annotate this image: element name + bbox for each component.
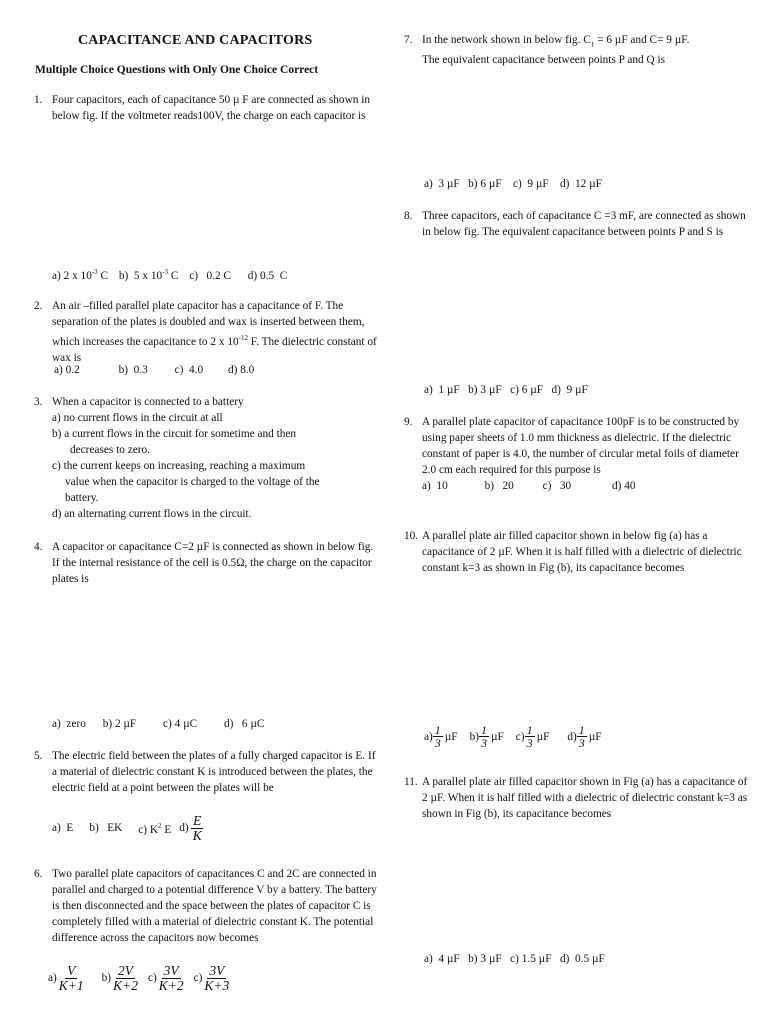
question-11-options: a) 4 µF b) 3 µF c) 1.5 µF d) 0.5 µF [424,953,605,965]
question-number: 11. [404,776,418,788]
page-subtitle: Multiple Choice Questions with Only One Choice Correct [35,64,319,76]
option-b: b) 0.3 [118,364,148,376]
question-number: 9. [404,416,413,428]
question-number: 1. [34,94,43,106]
question-text: A parallel plate air filled capacitor shown in below fig (a) has a capacitance of 2 µF. When it is half filled with a dielectric of dielectric constant k=3 as shown in Fig (b), its capacitance becomes [422,530,742,574]
option-b: b) 5 x $10^{-3}$ C [118,268,179,282]
option-d: c) $\frac{3V}{K+3}$ [193,963,230,993]
question-text: Two parallel plate capacitors of capacitances C and 2C are connected in parallel and charged to a potential difference V by a battery. The battery is then disconnected and the space between the plates of capacitor C is completely filled with a material of dielectric constant K. The potential difference across the capacitors now becomes [52,868,377,944]
question-text: When a capacitor is connected to a battery [52,396,244,408]
question-1-options [52,264,287,284]
question-4-options [52,716,264,732]
question-5 [34,748,379,796]
option-b: b) 2 µF [102,718,137,730]
question-text: A parallel plate air filled capacitor shown in Fig (a) has a capacitance of 2 µF. When it is half filled with a dielectric of dielectric constant k=3 as shown in Fig (b), its capacitance becomes [422,776,748,820]
option-c: c) $\frac{3V}{K+2}$ [147,963,184,993]
option-c: c) the current keeps on increasing, reaching a maximum [52,460,306,472]
option-c: c) 4.0 [174,364,204,376]
question-number: 10. [404,530,419,542]
question-1 [34,92,379,124]
question-8 [404,208,749,240]
option-d: d) $\frac{1}{3}$ µF [567,723,602,750]
question-3 [34,394,379,522]
option-a: a) zero [52,718,86,730]
option-c: c) 0.2 C [189,270,231,282]
question-9 [404,414,749,494]
page-title: CAPACITANCE AND CAPACITORS [78,33,313,48]
question-number: 4. [34,541,43,553]
option-b: b) EK [89,822,123,834]
option-c: c) $K^2$ E [138,822,172,836]
option-a: a) E [52,822,74,834]
option-d: d) an alternating current flows in the circuit. [52,508,252,520]
option-b-continued: decreases to zero. [70,444,150,456]
question-text: An air –filled parallel plate capacitor has a capacitance of F. The separation of the plates is doubled and wax is inserted between them, which increases the capacitance to 2 x $10^{-12}$ F. The dielectric constant of wax is [52,300,377,364]
option-a: a) $\frac{1}{3}$ µF [424,723,458,750]
option-c-continued: battery. [65,492,99,504]
question-text: A capacitor or capacitance C=2 µF is connected as shown in below fig. If the internal resistance of the cell is 0.5Ω, the charge on the capacitor plates is [52,541,374,585]
question-number: 7. [404,34,413,46]
question-8-options: a) 1 µF b) 3 µF c) 6 µF d) 9 µF [424,384,588,396]
question-text: A parallel plate capacitor of capacitance 100pF is to be constructed by using paper sheets of 1.0 mm thickness as dielectric. If the dielectric constant of paper is 4.0, the number of circular metal foils of diameter 2.0 cm each required for this purpose is [422,416,740,476]
option-d: d) 0.5 C [247,270,288,282]
option-c: c) $\frac{1}{3}$ µF [515,723,550,750]
option-d: d) 8.0 [227,364,255,376]
option-b: b) $\frac{1}{3}$ µF [469,723,504,750]
option-d: d) 6 µC [223,718,265,730]
question-7 [404,32,749,68]
question-number: 8. [404,210,413,222]
option-c: c) 30 [542,480,572,492]
question-6 [34,866,379,946]
question-text-continued: The equivalent capacitance between points P and Q is [422,54,666,67]
question-6-options [48,964,237,992]
option-b: b) 20 [484,480,514,492]
option-b: b) $\frac{2V}{K+2}$ [101,963,138,993]
question-text: In the network shown in below fig. $C_1 = 6$ µF and C= 9 µF. [422,34,690,49]
question-number: 5. [34,750,43,762]
question-5-options [52,814,204,842]
option-a: a) no current flows in the circuit at all [52,412,223,424]
question-9-options [404,478,749,494]
question-7-options: a) 3 µF b) 6 µF c) 9 µF d) 12 µF [424,178,602,190]
question-number: 2. [34,300,43,312]
option-a: a) 0.2 [54,364,80,376]
question-11 [404,774,749,822]
option-a: a) 2 x $10^{-3}$ C [52,268,109,282]
question-4 [34,539,379,587]
option-b: b) a current flows in the circuit for sometime and then [52,428,297,440]
option-d: d) 40 [611,480,636,492]
option-c: c) 4 µC [163,718,198,730]
option-c-continued: value when the capacitor is charged to the voltage of the [65,476,320,488]
option-a: a) 10 [422,480,448,492]
question-text: Three capacitors, each of capacitance C =3 mF, are connected as shown in below fig. The equivalent capacitance between points P and S is [422,210,746,238]
option-d: d) [179,822,189,834]
question-number: 6. [34,868,43,880]
question-10 [404,528,749,576]
question-2-options [54,362,254,378]
question-number: 3. [34,396,43,408]
question-text: Four capacitors, each of capacitance 50 µ F are connected as shown in below fig. If the voltmeter reads100V, the charge on each capacitor is [52,94,370,122]
option-d-fraction: $\frac{E}{K}$ [192,813,202,843]
question-text: The electric field between the plates of a fully charged capacitor is E. If a material of dielectric constant K is introduced between the plates, the electric field at a point between the plates will be [52,750,376,794]
question-2 [34,298,379,366]
question-10-options [424,724,608,749]
option-a: a) $\frac{V}{K+1}$ [48,963,84,993]
